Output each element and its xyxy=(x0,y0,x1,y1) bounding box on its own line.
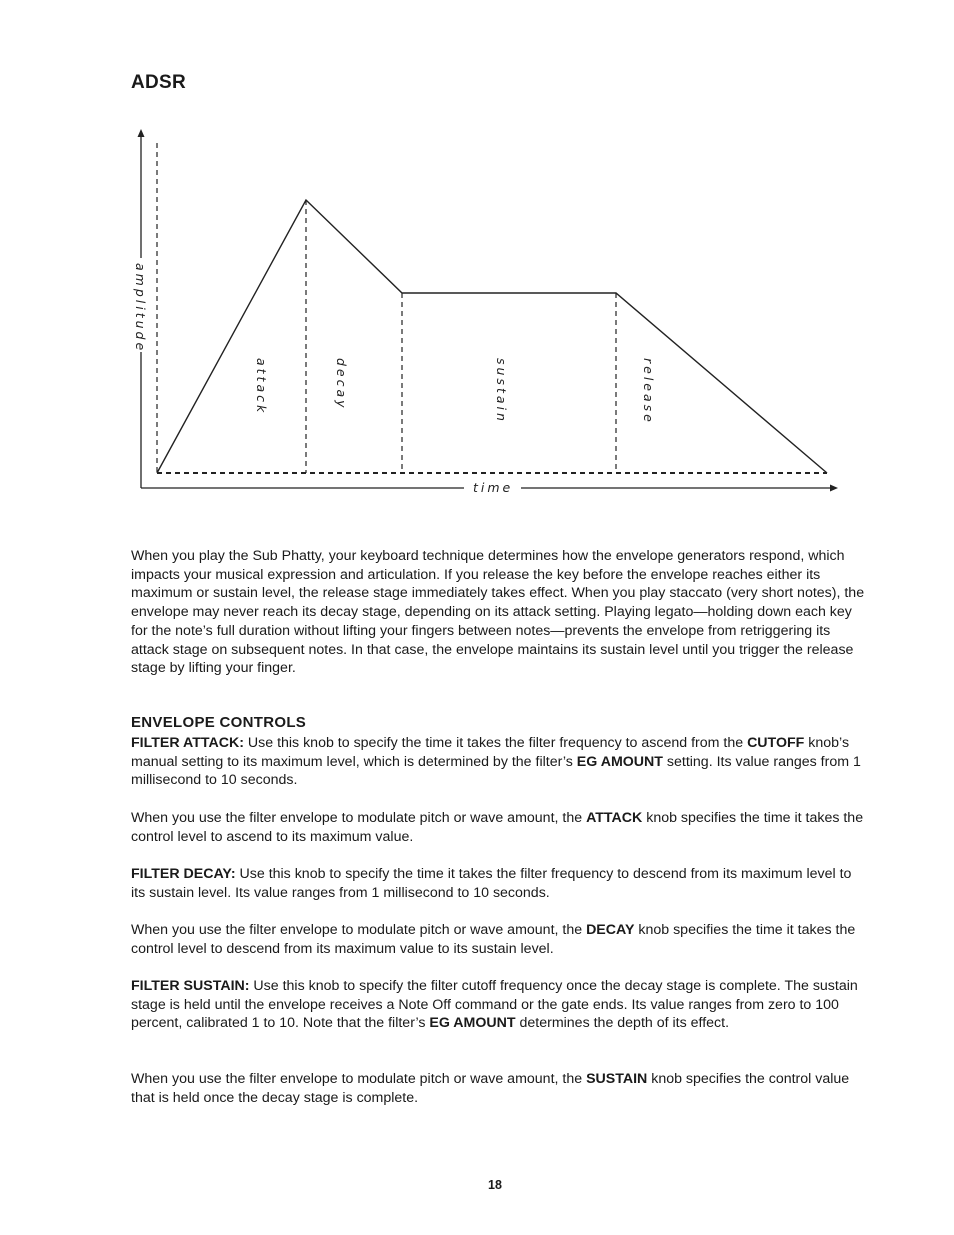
attack-mod-text-2: knob specifies the time it takes the control level to ascend to its maximum value. xyxy=(131,810,864,845)
y-axis-arrow-icon xyxy=(138,129,145,137)
decay-mod-text-1: When you use the filter envelope to modulate pitch or wave amount, the xyxy=(131,922,587,938)
sustain-mod-text-1: When you use the filter envelope to modulate pitch or wave amount, the xyxy=(131,1071,587,1087)
stage-label-sustain: sustain xyxy=(494,358,509,424)
intro-paragraph: When you play the Sub Phatty, your keyboard technique determines how the envelope generators respond, which impacts your musical expression and articulation. If you release the key before the envelope reaches either its maximum or sustain level, the release stage immediately takes effect. When you play staccato (very short notes), the envelope may never reach its decay stage, depending on its attack setting. Playing legato—holding down each key for the note’s full duration without lifting your fingers between notes—prevents the envelope from retriggering its attack stage on subsequent notes. In that case, the envelope maintains its sustain level until you trigger the release stage by lifting your finger. xyxy=(131,548,865,677)
envelope-curve xyxy=(157,200,827,473)
stage-label-release: release xyxy=(641,358,656,425)
attack-modulation-paragraph xyxy=(131,809,866,846)
filter-decay-label: FILTER DECAY: xyxy=(131,866,236,882)
y-axis-label: amplitude xyxy=(133,263,148,354)
x-axis-label: time xyxy=(473,480,514,495)
x-axis-arrow-icon xyxy=(830,485,838,492)
filter-attack-label: FILTER ATTACK: xyxy=(131,735,244,751)
eg-amount-term: EG AMOUNT xyxy=(576,753,663,770)
filter-attack-text-3: setting. Its value ranges from 1 millisecond to 10 seconds. xyxy=(131,753,861,789)
sustain-modulation-paragraph xyxy=(131,1070,866,1107)
filter-attack-paragraph xyxy=(131,734,866,790)
envelope-controls-heading: ENVELOPE CONTROLS xyxy=(131,714,307,731)
attack-term: ATTACK xyxy=(586,810,643,826)
decay-mod-text-2: knob specifies the time it takes the control level to descend from its maximum value to its sustain level. xyxy=(131,922,856,957)
sustain-term: SUSTAIN xyxy=(586,1071,648,1087)
filter-attack-text-2: knob’s manual setting to its maximum level, which is determined by the filter’s xyxy=(131,735,850,770)
section-title: ADSR xyxy=(131,72,187,93)
filter-decay-paragraph xyxy=(131,865,866,902)
adsr-envelope-diagram xyxy=(0,0,954,520)
page-number: 18 xyxy=(488,1178,502,1192)
filter-sustain-label: FILTER SUSTAIN: xyxy=(131,978,250,994)
filter-decay-text: Use this knob to specify the time it takes the filter frequency to descend from its maximum level to its sustain level. Its value ranges from 1 millisecond to 10 seconds. xyxy=(131,866,852,901)
attack-mod-text-1: When you use the filter envelope to modulate pitch or wave amount, the xyxy=(131,810,587,826)
filter-attack-text-1: Use this knob to specify the time it takes the filter frequency to ascend from the xyxy=(243,735,748,751)
stage-label-attack: attack xyxy=(254,358,269,416)
eg-amount-term-2: EG AMOUNT xyxy=(429,1015,516,1032)
stage-label-decay: decay xyxy=(334,358,349,411)
cutoff-term: CUTOFF xyxy=(747,735,805,751)
filter-sustain-text-1: Use this knob to specify the filter cutoff frequency once the decay stage is complete. The sustain stage is held until the envelope receives a Note Off command or the gate ends. Its value ranges from zero to 100 percent, calibrated 1 to 10. Note that the filter’s xyxy=(131,978,858,1032)
decay-term: DECAY xyxy=(586,922,635,938)
filter-sustain-text-2: determines the depth of its effect. xyxy=(515,1015,730,1032)
decay-modulation-paragraph xyxy=(131,921,866,958)
sustain-mod-text-2: knob specifies the control value that is held once the decay stage is complete. xyxy=(131,1071,850,1106)
filter-sustain-paragraph xyxy=(131,977,866,1033)
